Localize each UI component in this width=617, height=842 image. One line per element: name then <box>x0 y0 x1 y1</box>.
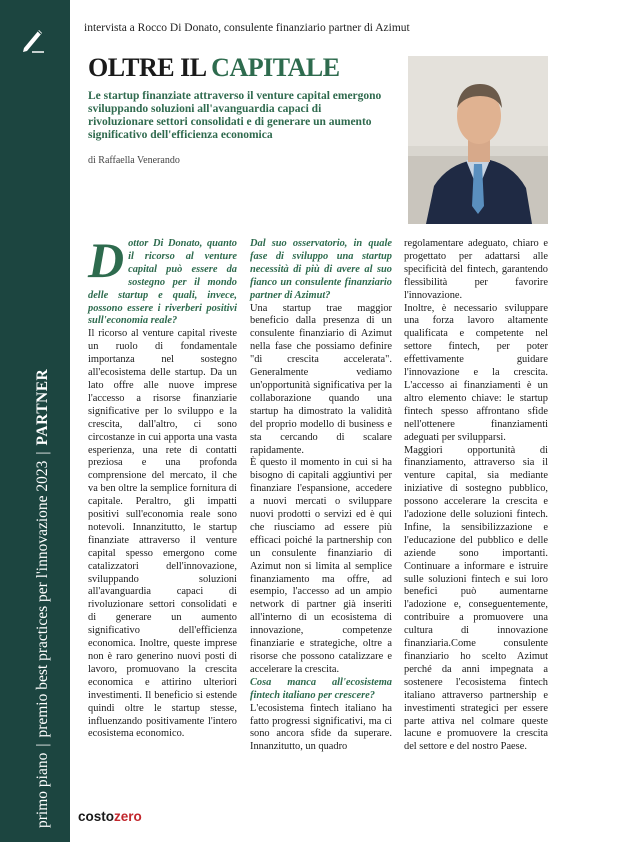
sidebar-band <box>0 0 70 842</box>
article-column-3 <box>404 238 548 754</box>
title-part-2: CAPITALE <box>211 53 340 82</box>
question-1: ottor Di Donato, quanto il ricorso al venture capital può essere da sostegno per il mondo delle startup e quali, invece, possono essere i riverberi positivi sull'economia reale? <box>88 238 237 327</box>
column-3-paragraph-3: Maggiori opportunità di finanziamento, attraverso sia il venture capital, sia mediante iniziative di sostegno pubblico, possono accelerare la crescita e l'adozione delle soluzioni fintech. Infine, la sensibilizzazione e l'educazione del pubblico e delle aziende sono importanti. Continuare a informare e istruire sulle soluzioni fintech e sui loro benefici può aumentarne l'adozione e, conseguentemente, contribuire a promuovere una cultura di innovazione finanziaria.Come consulente finanziario ho scelto Azimut perché da anni impegnata a sostenere l'ecosistema fintech italiano attraverso partnership e investimenti strategici per essere parte attiva nel colmare queste lacune e promuovere la crescita del settore e del nostro Paese. <box>404 444 548 753</box>
question-2: Dal suo osservatorio, in quale fase di sviluppo una startup necessità di più di avere al suo fianco un consulente finanziario partner di Azimut? <box>250 238 392 301</box>
kicker: intervista a Rocco Di Donato, consulente finanziario partner di Azimut <box>84 22 410 34</box>
article-column-1 <box>88 232 237 741</box>
answer-2a: Una startup trae maggior beneficio dalla presenza di un consulente finanziario di Azimut nella fase che possiamo definire "di crescita accelerata". Generalmente vediamo un'opportunità significativa per la collaborazione quando una startup ha dimostrato la validità del proprio modello di business e sta cercando di scalare rapidamente. <box>250 302 392 456</box>
byline: di Raffaella Venerando <box>88 155 180 166</box>
answer-2b: È questo il momento in cui si ha bisogno di capitali aggiuntivi per finanziare l'espansione, accedere a nuovi mercati o sviluppare nuovi prodotti o servizi ed è qui che riusciamo ad essere più efficaci poiché la partnership con un consulente finanziario di Azimut non si limita al semplice finanziamento ma offre, ad esempio, l'accesso ad un ampio network di partner già inseriti all'interno di un ecosistema di innovazione, competenze finanziarie e strategiche, oltre a risorse che possono catalizzare e accelerare la crescita. <box>250 457 392 675</box>
publication-logo <box>78 809 142 824</box>
question-3: Cosa manca all'ecosistema fintech italiano per crescere? <box>250 676 392 701</box>
portrait-photo <box>408 56 548 224</box>
page-title <box>88 53 340 83</box>
sidebar-separator: | <box>34 743 51 747</box>
column-3-paragraph-1: regolamentare adeguato, chiaro e progettato per adattarsi alle specificità del fintech, garantendo flessibilità per favorire l'innovazione. <box>404 238 548 301</box>
answer-1: Il ricorso al venture capital riveste un ruolo di fondamentale importanza nel sostegno all'ecosistema delle startup. Da un lato offre alle nuove imprese l'accesso a risorse finanziarie significative per lo sviluppo e la crescita, dall'altro, ci sono circostanze in cui apporta una vasta esperienza, una rete di contatti preziosa e una profonda comprensione del mercato, il che va ben oltre la semplice fornitura di capitale. Peraltro, gli impatti positivi sull'economia reale sono notevoli. Innanzitutto, le startup finanziate attraverso il venture capital spesso emergono come catalizzatori dell'innovazione, sviluppando soluzioni all'avanguardia capaci di rivoluzionare settori consolidati e di generare un aumento significativo dell'efficienza economica. Inoltre, queste imprese non è raro generino nuovi posti di lavoro, promuovano la crescita economica e attirino ulteriori investimenti. Il beneficio si estende quindi oltre le startup stesse, influenzando positivamente l'intero ecosistema economico. <box>88 328 237 740</box>
sidebar-text-2: premio best practices per l'innovazione 2023 <box>34 460 51 738</box>
sidebar-text-3: PARTNER <box>34 368 51 446</box>
answer-3: L'ecosistema fintech italiano ha fatto progressi significativi, ma ci sono ancora sfide da superare. Innanzitutto, un quadro <box>250 702 392 753</box>
sidebar-section-label <box>35 268 51 828</box>
sidebar-separator: | <box>34 451 51 455</box>
logo-part-2: zero <box>114 809 142 824</box>
sidebar-text-1: primo piano <box>34 752 51 828</box>
column-3-paragraph-2: Inoltre, è necessario sviluppare una forza lavoro altamente qualificata e competente nel settore fintech, per poter effettivamente guidare l'innovazione e la crescita. L'accesso ai finanziamenti è un altro elemento chiave: le startup fintech spesso affrontano sfide nell'ottenere finanziamenti adeguati per svilupparsi. <box>404 302 548 443</box>
drop-cap: D <box>88 232 125 288</box>
logo-part-1: costo <box>78 809 115 824</box>
article-column-2 <box>250 238 392 754</box>
lead-paragraph: Le startup finanziate attraverso il venture capital emergono sviluppando soluzioni all'avanguardia capaci di rivoluzionare settori consolidati e di generare un aumento significativo dell'efficienza economica <box>88 90 382 141</box>
title-part-1: OLTRE IL <box>88 53 206 82</box>
pencil-icon <box>18 24 48 54</box>
